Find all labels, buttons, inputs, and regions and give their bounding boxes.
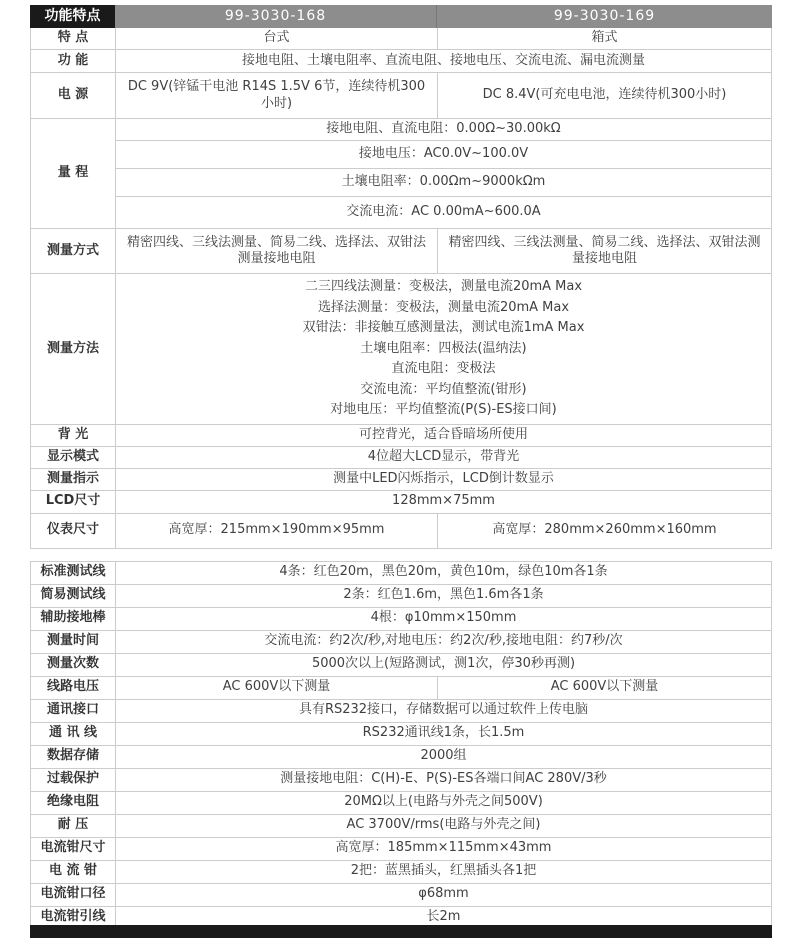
row-label: 电流钳尺寸: [31, 838, 116, 860]
spec-row-clamp-size: [30, 838, 772, 861]
spec-value: 2把：蓝黑插头，红黑插头各1把: [116, 861, 772, 883]
spec-row-auxiliary-ground-rods: [30, 608, 772, 631]
row-label: 功 能: [31, 50, 116, 72]
spec-row-line-voltage: [30, 677, 772, 700]
row-label: 耐 压: [31, 815, 116, 837]
spec-value: 测量中LED闪烁指示，LCD倒计数显示: [116, 469, 772, 490]
row-label: 量 程: [31, 119, 116, 228]
spec-row-power: [30, 73, 772, 119]
spec-value: 5000次以上(短路测试，测1次，停30秒再测): [116, 654, 772, 676]
spec-value-b: 精密四线、三线法测量、简易二线、选择法、双钳法测量接地电阻: [438, 229, 772, 273]
spec-value: 4根：φ10mm×150mm: [116, 608, 772, 630]
method-lines: [116, 274, 772, 424]
spec-row-comm-cable: [30, 723, 772, 746]
spec-value: 可控背光，适合昏暗场所使用: [116, 425, 772, 446]
method-line: 二三四线法测量：变极法，测量电流20mA Max: [304, 279, 583, 295]
spec-value: 高宽厚：185mm×115mm×43mm: [116, 838, 772, 860]
spec-row-measure-mode: [30, 229, 772, 274]
row-label: 过载保护: [31, 769, 116, 791]
spec-row-measure-indicator: [30, 469, 772, 491]
spec-value: 2条：红色1.6m，黑色1.6m各1条: [116, 585, 772, 607]
row-label: 特 点: [31, 28, 116, 49]
spec-row-backlight: [30, 425, 772, 447]
spec-value: 2000组: [116, 746, 772, 768]
spec-row-lcd-size: [30, 491, 772, 514]
spec-value: 长2m: [116, 907, 772, 929]
method-line: 对地电压：平均值整流(P(S)-ES接口间): [330, 402, 557, 418]
spec-value: 20MΩ以上(电路与外壳之间500V): [116, 792, 772, 814]
spec-value-b: 箱式: [438, 28, 772, 49]
spec-row-overload-protection: [30, 769, 772, 792]
range-subrows: [116, 119, 772, 228]
row-label: 电流钳引线: [31, 907, 116, 929]
bottom-divider-bar: [30, 925, 772, 938]
spec-value: φ68mm: [116, 884, 772, 906]
row-label: 电 源: [31, 73, 116, 118]
spec-value: RS232通讯线1条，长1.5m: [116, 723, 772, 745]
table-header-row: [30, 5, 772, 28]
range-item: 接地电阻、直流电阻：0.00Ω~30.00kΩ: [116, 119, 771, 141]
range-item: 土壤电阻率：0.00Ωm~9000kΩm: [116, 169, 771, 197]
spec-row-measure-count: [30, 654, 772, 677]
row-label: 背 光: [31, 425, 116, 446]
spec-row-measure-method: [30, 274, 772, 425]
row-label: 电流钳口径: [31, 884, 116, 906]
spec-value: 交流电流：约2次/秒,对地电压：约2次/秒,接地电阻：约7秒/次: [116, 631, 772, 653]
row-label: 辅助接地棒: [31, 608, 116, 630]
row-label: 显示模式: [31, 447, 116, 468]
spec-value: 128mm×75mm: [116, 491, 772, 513]
spec-value: 测量接地电阻：C(H)-E、P(S)-ES各端口间AC 280V/3秒: [116, 769, 772, 791]
row-label: 简易测试线: [31, 585, 116, 607]
method-line: 交流电流：平均值整流(钳形): [360, 381, 527, 397]
spec-row-display-mode: [30, 447, 772, 469]
spec-value-a: DC 9V(锌锰干电池 R14S 1.5V 6节，连续待机300小时): [116, 73, 438, 118]
spec-row-current-clamp: [30, 861, 772, 884]
row-label: 测量方法: [31, 274, 116, 424]
feature-title: 功能特点: [30, 5, 115, 28]
range-item: 接地电压：AC0.0V~100.0V: [116, 141, 771, 169]
row-label: 测量指示: [31, 469, 116, 490]
model-b-header: 99-3030-169: [437, 5, 772, 28]
spec-row-range: [30, 119, 772, 229]
spec-row-simple-test-leads: [30, 585, 772, 608]
spec-table-section-top: [30, 5, 772, 549]
spec-value-b: 高宽厚：280mm×260mm×160mm: [438, 514, 772, 548]
spec-value-a: 台式: [116, 28, 438, 49]
spec-value-a: AC 600V以下测量: [116, 677, 438, 699]
row-label: 电 流 钳: [31, 861, 116, 883]
spec-value: 接地电阻、土壤电阻率、直流电阻、接地电压、交流电流、漏电流测量: [116, 50, 772, 72]
spec-value-a: 高宽厚：215mm×190mm×95mm: [116, 514, 438, 548]
spec-row-comm-interface: [30, 700, 772, 723]
row-label: 线路电压: [31, 677, 116, 699]
range-item: 交流电流：AC 0.00mA~600.0A: [346, 204, 541, 220]
spec-row-instrument-size: [30, 514, 772, 549]
row-label: 测量时间: [31, 631, 116, 653]
row-label: 标准测试线: [31, 562, 116, 584]
row-label: LCD尺寸: [31, 491, 116, 513]
spec-value: AC 3700V/rms(电路与外壳之间): [116, 815, 772, 837]
spec-row-data-storage: [30, 746, 772, 769]
row-label: 绝缘电阻: [31, 792, 116, 814]
row-label: 通讯接口: [31, 700, 116, 722]
spec-table: [30, 5, 772, 930]
spec-value: 4位超大LCD显示，带背光: [116, 447, 772, 468]
spec-row-standard-test-leads: [30, 562, 772, 585]
row-label: 仪表尺寸: [31, 514, 116, 548]
section-gap: [30, 549, 772, 561]
spec-row-insulation-resistance: [30, 792, 772, 815]
spec-table-section-bottom: [30, 561, 772, 930]
row-label: 测量次数: [31, 654, 116, 676]
row-label: 数据存储: [31, 746, 116, 768]
row-label: 测量方式: [31, 229, 116, 273]
spec-value: 具有RS232接口，存储数据可以通过软件上传电脑: [116, 700, 772, 722]
spec-value: 4条：红色20m，黑色20m，黄色10m，绿色10m各1条: [116, 562, 772, 584]
spec-row-clamp-jaw-diameter: [30, 884, 772, 907]
spec-value-b: DC 8.4V(可充电电池，连续待机300小时): [438, 73, 772, 118]
method-line: 双钳法：非接触互感测量法，测试电流1mA Max: [302, 320, 585, 336]
method-line: 土壤电阻率：四极法(温纳法): [360, 340, 527, 356]
spec-row-measure-time: [30, 631, 772, 654]
spec-row-withstand-voltage: [30, 815, 772, 838]
spec-value-a: 精密四线、三线法测量、简易二线、选择法、双钳法测量接地电阻: [116, 229, 438, 273]
method-line: 直流电阻：变极法: [391, 361, 496, 377]
spec-row-functions: [30, 50, 772, 73]
row-label: 通 讯 线: [31, 723, 116, 745]
spec-value-b: AC 600V以下测量: [438, 677, 772, 699]
model-a-header: 99-3030-168: [115, 5, 437, 28]
spec-row-type: [30, 28, 772, 50]
method-line: 选择法测量：变极法，测量电流20mA Max: [317, 299, 570, 315]
